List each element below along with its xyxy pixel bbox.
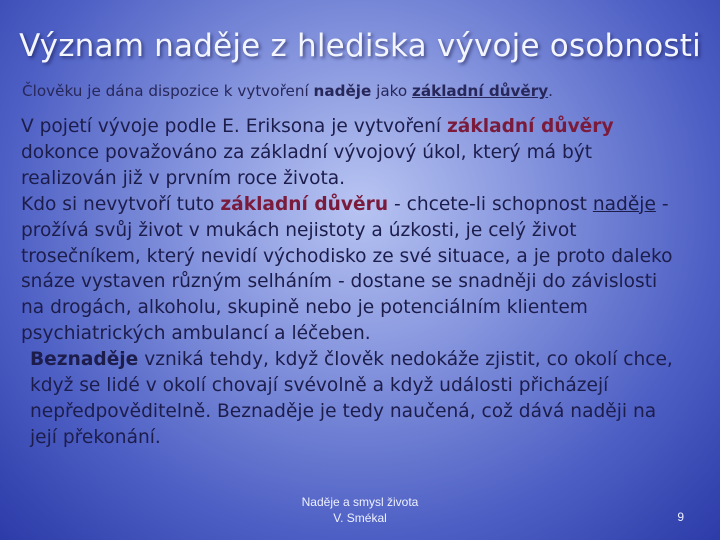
intro-basic-trust-term: základní důvěry xyxy=(412,82,549,100)
paragraph-text: - chcete-li schopnost xyxy=(388,193,593,215)
paragraph-text: Kdo si nevytvoří tuto xyxy=(21,193,221,215)
paragraph-text: dokonce považováno za základní vývojový úkol, který má být realizován již v prvním roce života. xyxy=(21,141,593,189)
hopelessness-term: Beznaděje xyxy=(30,349,139,371)
basic-trust-term: základní důvěru xyxy=(220,193,389,215)
footer-text xyxy=(260,494,460,526)
footer-title: Naděje a smysl života xyxy=(301,495,419,509)
slide-body xyxy=(21,114,685,451)
slide-title: Význam naděje z hlediska vývoje osobnosti xyxy=(19,28,701,64)
paragraph-consequences xyxy=(21,192,685,347)
paragraph-text: V pojetí vývoje podle E. Eriksona je vytvoření xyxy=(21,116,447,137)
page-number: 9 xyxy=(677,510,684,524)
intro-text: . xyxy=(548,82,553,100)
paragraph-hopelessness xyxy=(21,347,685,451)
intro-line xyxy=(22,82,712,100)
paragraph-erikson xyxy=(21,114,685,192)
intro-text: jako xyxy=(371,82,412,100)
hope-term: naděje xyxy=(592,193,656,215)
footer-author: V. Smékal xyxy=(333,511,387,525)
paragraph-text: - prožívá svůj život v mukách nejistoty a úzkosti, je celý život trosečníkem, který nevidí východisko ze své situace, a je proto daleko snáze vystaven různým selháním - dostane se snadněji do závislosti na drogách, alkoholu, skupině nebo je potenciálním klientem psychiatrických ambulancí a léčeben. xyxy=(21,193,673,345)
intro-text: Člověku je dána dispozice k vytvoření xyxy=(22,82,314,100)
intro-hope-term: naděje xyxy=(313,82,372,100)
basic-trust-term: základní důvěry xyxy=(446,116,614,137)
paragraph-text: vzniká tehdy, když člověk nedokáže zjistit, co okolí chce, když se lidé v okolí chovají svévolně a když události přicházejí nepředpověditelně. Beznaděje je tedy naučená, což dává naději na její překonání. xyxy=(30,349,673,448)
